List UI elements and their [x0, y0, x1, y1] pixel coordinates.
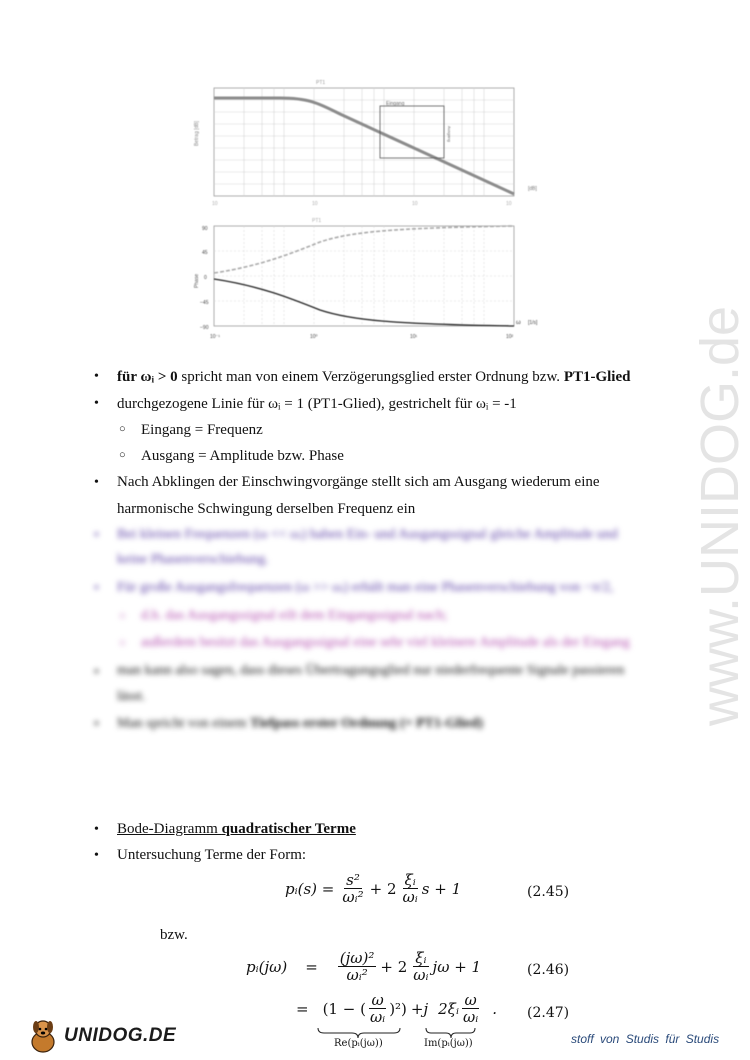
eq3-frac1 — [368, 992, 387, 1025]
phase-ylabel: Phase — [194, 273, 200, 288]
eq3-num: ω — [371, 991, 384, 1009]
bullet-dot: • — [94, 822, 99, 837]
bullet-lowpass-line2: lässt. — [117, 689, 146, 704]
eq3-real-part — [323, 992, 407, 1025]
bullet-settling-line2: harmonische Schwingung derselben Frequenz ein — [117, 501, 416, 517]
sub-bullet-circle: ○ — [119, 637, 126, 649]
eq2-plus: + 2 — [380, 957, 408, 976]
eq1-den1: ωᵢ² — [342, 888, 364, 906]
bullet-dot: • — [94, 717, 99, 732]
eq2-tail: jω + 1 — [432, 957, 482, 976]
phase-tick: −45 — [200, 300, 209, 306]
bullet-lowpass-bold: Tiefpass erster Ordnung (= PT1-Glied) — [249, 716, 484, 731]
x-tick: 10⁰ — [310, 334, 318, 340]
bullet-quadratic-heading — [117, 820, 356, 838]
sub-bullet-circle: ○ — [119, 449, 126, 461]
bullet-dot: • — [94, 369, 99, 384]
svg-text:10: 10 — [506, 201, 512, 207]
bullet-dot: • — [94, 581, 99, 596]
magnitude-ylabel: Betrag [dB] — [194, 120, 200, 146]
svg-text:10: 10 — [212, 201, 218, 207]
bullet-lowpass-text: Man spricht von einem — [117, 716, 250, 731]
bullet-dot: • — [94, 528, 99, 543]
sub-bullet-amplitude: außerdem besitzt das Ausgangssignal eine sehr viel kleinere Amplitude als der Eingang — [141, 635, 630, 650]
bullet-dot: • — [94, 396, 99, 411]
eq2-frac2 — [411, 950, 430, 983]
phase-tick: 90 — [202, 226, 208, 232]
svg-text:10: 10 — [412, 201, 418, 207]
magnitude-unit: [dB] — [528, 186, 537, 192]
eq2-num1: (jω)² — [339, 949, 375, 967]
eq2-den2: ωᵢ — [413, 966, 429, 984]
phase-tick: −90 — [200, 325, 209, 331]
phase-plot-title: PT1 — [312, 218, 322, 224]
bullet-quadratic-text: Bode-Diagramm — [117, 821, 222, 837]
eq2-equals: = — [305, 957, 318, 976]
footer-slogan: stoff von Studis für Studis — [571, 1032, 720, 1046]
unidog-logo — [28, 1016, 176, 1056]
box-side-label: Ausgang — [447, 126, 452, 142]
magnitude-plot-title: PT1 — [316, 80, 326, 86]
bullet-pt1-definition — [117, 368, 630, 386]
svg-text:10: 10 — [312, 201, 318, 207]
magnitude-plot — [194, 80, 538, 207]
phase-y-ticks — [200, 226, 209, 331]
bullet-investigation: Untersuchung Terme der Form: — [117, 847, 307, 863]
eq1-frac1 — [340, 872, 365, 905]
bullet-quadratic-bold: quadratischer Terme — [221, 821, 356, 837]
x-tick: 10² — [506, 334, 514, 340]
imag-part-label: Im(pᵢ(jω)) — [424, 1038, 473, 1049]
bullet-pt1-text: spricht man von einem Verzögerungsglied erster Ordnung bzw. — [177, 369, 564, 385]
sub-bullet-circle: ○ — [119, 610, 126, 622]
sub-bullet-output: Ausgang = Amplitude bzw. Phase — [141, 448, 344, 464]
underbrace-real — [318, 1028, 400, 1038]
eq1-den2: ωᵢ — [402, 888, 418, 906]
phase-unit: [1/s] — [528, 320, 538, 326]
bullet-dot: • — [94, 848, 99, 863]
eq3-open: (1 − ( — [322, 999, 366, 1018]
sub-bullet-lag: d.h. das Ausgangssignal eilt dem Eingangssignal nach; — [141, 608, 448, 623]
eq1-lhs: pᵢ(s) = — [285, 879, 335, 898]
eq3-two: 2ξᵢ — [438, 999, 459, 1018]
equation-number-2-47: (2.47) — [527, 1005, 570, 1021]
eq1-num2: ξᵢ — [404, 871, 416, 889]
watermark-text: www.UNIDOG.de — [690, 305, 750, 727]
bullet-dot: • — [94, 665, 99, 680]
eq2-den1: ωᵢ² — [346, 966, 368, 984]
real-part-label: Re(pᵢ(jω)) — [334, 1038, 383, 1049]
logo-text: UNIDOG.DE — [64, 1025, 177, 1046]
eq3-num2: ω — [464, 991, 477, 1009]
dog-icon — [28, 1018, 58, 1054]
watermark — [690, 285, 750, 745]
bzw-label: bzw. — [160, 927, 188, 943]
eq1-frac2 — [401, 872, 420, 905]
bullet-high-frequency: Für große Ausgangsfrequenzen (ω >> ωᵢ) erhält man eine Phasenverschiebung von −π/2, — [117, 580, 614, 595]
bullet-line-styles: durchgezogene Linie für ωᵢ = 1 (PT1-Glied), gestrichelt für ωᵢ = -1 — [117, 396, 517, 412]
bullet-low-frequency-line2: keine Phasenverschiebung. — [117, 552, 269, 567]
equation-2-45 — [285, 872, 461, 905]
box-label: Eingang — [386, 101, 405, 107]
bullet-pt1-condition: für ωᵢ > 0 — [117, 369, 178, 385]
omega-label: ω — [516, 320, 521, 326]
phase-plot — [194, 218, 538, 340]
x-tick: 10¹ — [410, 334, 418, 340]
eq3-den2: ωᵢ — [462, 1008, 479, 1026]
eq2-frac1 — [338, 950, 377, 983]
eq1-plus: + 2 — [369, 879, 397, 898]
eq2-num2: ξᵢ — [415, 949, 427, 967]
eq1-num1: s² — [346, 871, 360, 889]
eq3-dot: . — [492, 999, 497, 1018]
x-tick: 10⁻¹ — [210, 334, 220, 340]
equation-number-2-45: (2.45) — [527, 884, 570, 900]
eq3-frac2 — [461, 992, 480, 1025]
equation-2-46 — [246, 950, 481, 983]
bullet-lowpass-line1: man kann also sagen, dass dieses Übertragungsglied nur niederfrequente Signale passieren — [117, 663, 625, 678]
eq3-equals: = — [296, 999, 309, 1018]
equation-number-2-46: (2.46) — [527, 962, 570, 978]
bullet-dot: • — [94, 475, 99, 490]
bullet-low-frequency-line1: Bei kleinen Frequenzen (ω << ωᵢ) haben Ein- und Ausgangssignal gleiche Amplitude und — [117, 527, 618, 542]
bullet-pt1-term: PT1-Glied — [563, 369, 631, 385]
phase-tick: 45 — [202, 250, 208, 256]
eq2-lhs: pᵢ(jω) — [246, 957, 288, 976]
equation-2-47 — [296, 992, 497, 1025]
sub-bullet-circle: ○ — [119, 423, 126, 435]
x-ticks — [210, 334, 514, 340]
phase-tick: 0 — [204, 275, 207, 281]
bode-figure — [190, 76, 550, 354]
underbrace-imag — [426, 1028, 475, 1038]
bullet-settling-line1: Nach Abklingen der Einschwingvorgänge stellt sich am Ausgang wiederum eine — [117, 474, 600, 490]
sub-bullet-input: Eingang = Frequenz — [141, 422, 263, 438]
eq1-tail: s + 1 — [421, 879, 462, 898]
bullet-lowpass-term — [117, 715, 483, 733]
eq3-den: ωᵢ — [369, 1008, 386, 1026]
eq3-close: )²) — [389, 999, 407, 1018]
eq3-j: +j — [410, 999, 429, 1018]
